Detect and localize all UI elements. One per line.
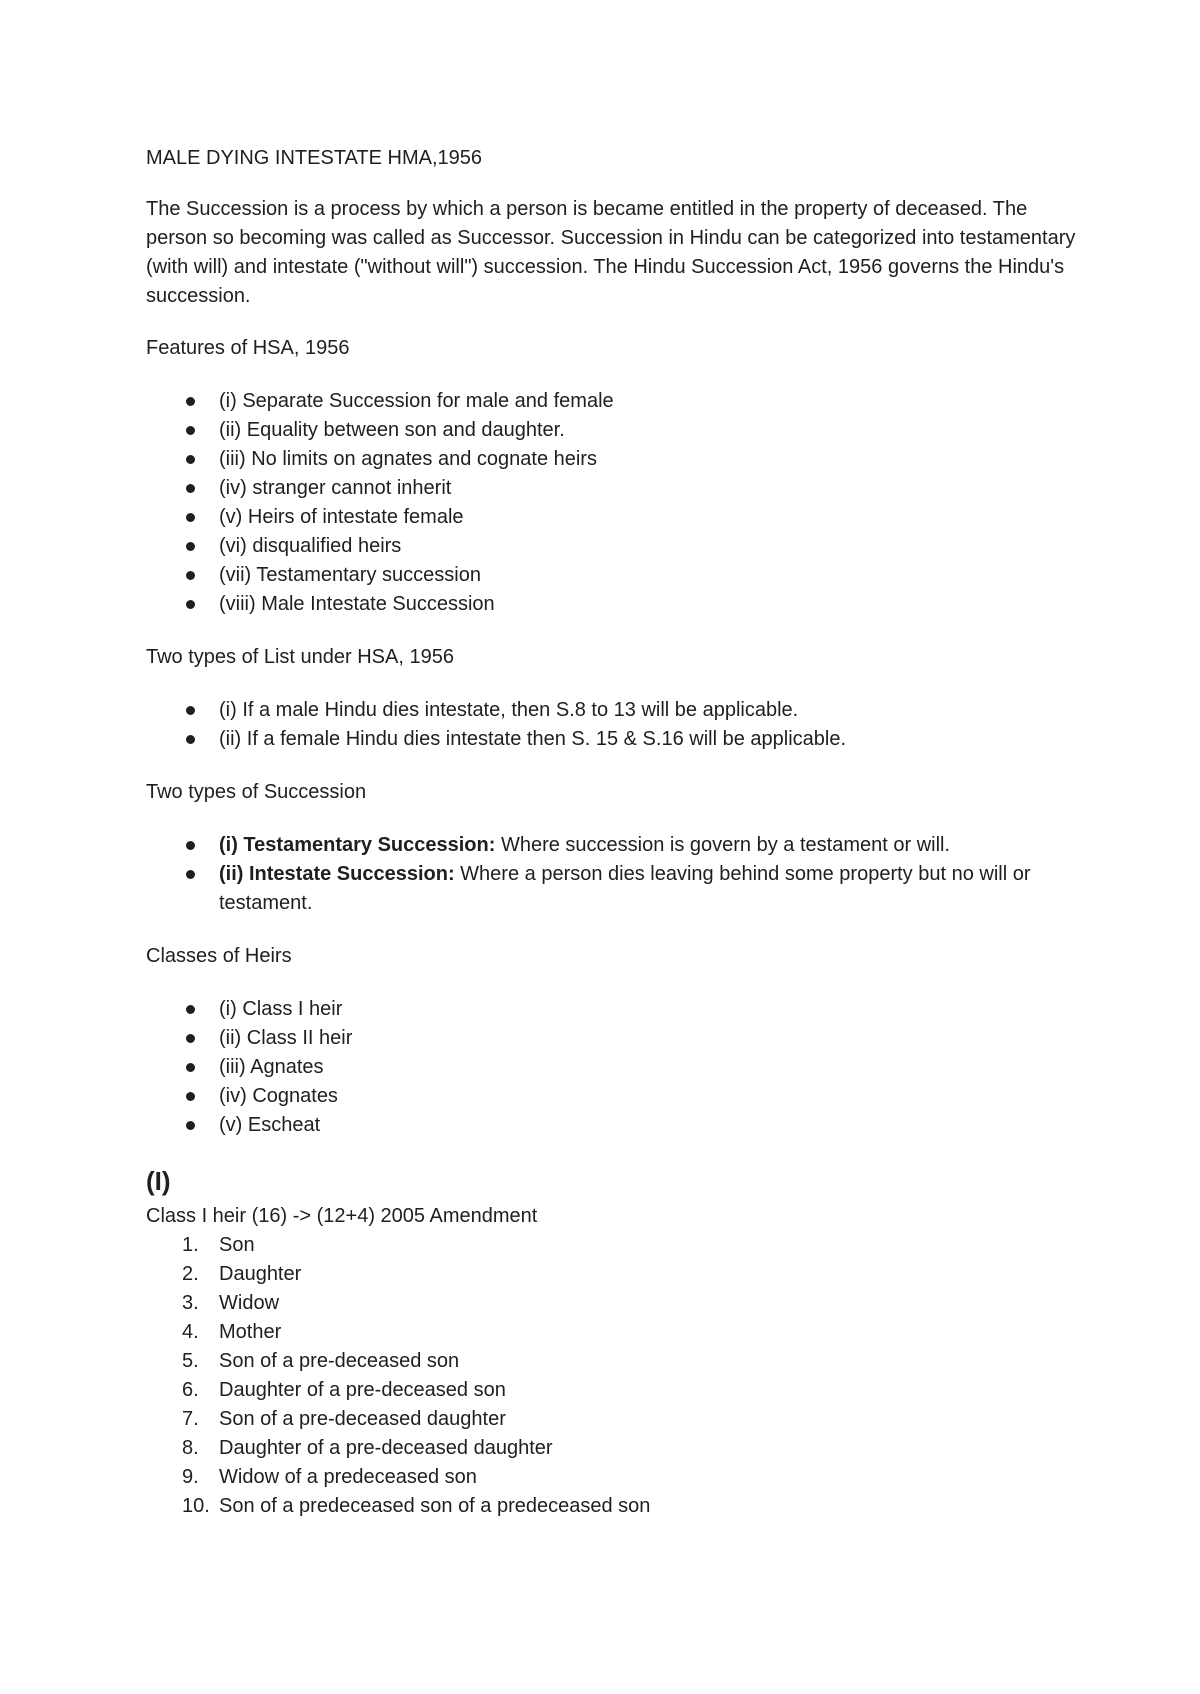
bullet-icon xyxy=(186,706,195,715)
lists-list xyxy=(146,696,1076,754)
list-item xyxy=(146,860,1076,918)
bullet-icon xyxy=(186,513,195,522)
numbered-item xyxy=(146,1463,1076,1492)
list-item-text: (ii) Equality between son and daughter. xyxy=(219,419,565,441)
item-number: 1. xyxy=(182,1234,199,1256)
numbered-item xyxy=(146,1289,1076,1318)
item-number: 3. xyxy=(182,1292,199,1314)
bullet-icon xyxy=(186,397,195,406)
numbered-item xyxy=(146,1231,1076,1260)
item-text: Daughter xyxy=(219,1263,302,1285)
list-item xyxy=(146,696,1076,725)
list-item-text: (iv) stranger cannot inherit xyxy=(219,477,452,499)
term-label: (i) Testamentary Succession: xyxy=(219,834,496,856)
bullet-icon xyxy=(186,841,195,850)
classes-heading: Classes of Heirs xyxy=(146,945,292,967)
list-item xyxy=(146,474,1076,503)
list-item xyxy=(146,995,1076,1024)
item-number: 6. xyxy=(182,1379,199,1401)
list-item xyxy=(146,590,1076,619)
list-item xyxy=(146,387,1076,416)
list-item-text: (i) Separate Succession for male and female xyxy=(219,390,614,412)
item-text: Widow of a predeceased son xyxy=(219,1466,477,1488)
list-item-text: (v) Heirs of intestate female xyxy=(219,506,464,528)
item-text: Son of a pre-deceased son xyxy=(219,1350,460,1372)
features-list xyxy=(146,387,1076,619)
class-one-heading: (I) xyxy=(146,1166,171,1196)
list-item xyxy=(146,1053,1076,1082)
list-item xyxy=(146,831,1076,860)
list-item xyxy=(146,503,1076,532)
item-text: Son of a pre-deceased daughter xyxy=(219,1408,506,1430)
bullet-icon xyxy=(186,1005,195,1014)
item-text: Daughter of a pre-deceased daughter xyxy=(219,1437,553,1459)
item-number: 9. xyxy=(182,1466,199,1488)
item-number: 5. xyxy=(182,1350,199,1372)
numbered-item xyxy=(146,1492,1076,1521)
bullet-icon xyxy=(186,1092,195,1101)
list-item xyxy=(146,1082,1076,1111)
numbered-item xyxy=(146,1376,1076,1405)
item-text: Mother xyxy=(219,1321,282,1343)
succession-types-list xyxy=(146,831,1076,918)
bullet-icon xyxy=(186,600,195,609)
term-label: (ii) Intestate Succession: xyxy=(219,863,455,885)
list-item-text: (iii) Agnates xyxy=(219,1056,324,1078)
list-item-text: (vii) Testamentary succession xyxy=(219,564,481,586)
bullet-icon xyxy=(186,1121,195,1130)
numbered-item xyxy=(146,1434,1076,1463)
term-description: Where succession is govern by a testament or will. xyxy=(495,834,951,856)
item-number: 7. xyxy=(182,1408,199,1430)
class-one-list xyxy=(146,1231,1076,1521)
bullet-icon xyxy=(186,1034,195,1043)
intro-paragraph: The Succession is a process by which a person is became entitled in the property of deceased. The person so becoming was called as Successor. Succession in Hindu can be categorized into testamentary (with will) and intestate ("without will") succession. The Hindu Succession Act, 1956 governs the Hindu's succession. xyxy=(146,198,1076,307)
list-item-text: (ii) Class II heir xyxy=(219,1027,353,1049)
bullet-icon xyxy=(186,455,195,464)
numbered-item xyxy=(146,1260,1076,1289)
bullet-icon xyxy=(186,542,195,551)
classes-list xyxy=(146,995,1076,1140)
list-item-text: (vi) disqualified heirs xyxy=(219,535,402,557)
list-item-text: (v) Escheat xyxy=(219,1114,321,1136)
bullet-icon xyxy=(186,571,195,580)
lists-heading: Two types of List under HSA, 1956 xyxy=(146,646,454,668)
term-description: Where a person dies leaving behind some property but no will or testament. xyxy=(219,863,1031,914)
list-item-text: (ii) If a female Hindu dies intestate then S. 15 & S.16 will be applicable. xyxy=(219,728,847,750)
list-item xyxy=(146,532,1076,561)
bullet-icon xyxy=(186,1063,195,1072)
bullet-icon xyxy=(186,484,195,493)
list-item-text: (viii) Male Intestate Succession xyxy=(219,593,495,615)
item-text: Daughter of a pre-deceased son xyxy=(219,1379,506,1401)
bullet-icon xyxy=(186,735,195,744)
succession-types-heading: Two types of Succession xyxy=(146,781,367,803)
item-number: 8. xyxy=(182,1437,199,1459)
item-text: Widow xyxy=(219,1292,280,1314)
list-item xyxy=(146,561,1076,590)
numbered-item xyxy=(146,1347,1076,1376)
item-number: 4. xyxy=(182,1321,199,1343)
bullet-icon xyxy=(186,870,195,879)
list-item-text: (i) Class I heir xyxy=(219,998,343,1020)
document-content xyxy=(146,144,1076,1521)
list-item xyxy=(146,1111,1076,1140)
class-one-subheading: Class I heir (16) -> (12+4) 2005 Amendment xyxy=(146,1205,538,1227)
item-number: 2. xyxy=(182,1263,199,1285)
numbered-item xyxy=(146,1318,1076,1347)
item-text: Son xyxy=(219,1234,255,1256)
item-text: Son of a predeceased son of a predeceased son xyxy=(219,1495,651,1517)
list-item xyxy=(146,725,1076,754)
bullet-icon xyxy=(186,426,195,435)
list-item xyxy=(146,416,1076,445)
list-item xyxy=(146,1024,1076,1053)
numbered-item xyxy=(146,1405,1076,1434)
list-item-text: (iv) Cognates xyxy=(219,1085,338,1107)
item-number: 10. xyxy=(182,1495,210,1517)
list-item-text: (i) If a male Hindu dies intestate, then S.8 to 13 will be applicable. xyxy=(219,699,799,721)
features-heading: Features of HSA, 1956 xyxy=(146,337,350,359)
list-item-text: (iii) No limits on agnates and cognate heirs xyxy=(219,448,597,470)
list-item xyxy=(146,445,1076,474)
document-title: MALE DYING INTESTATE HMA,1956 xyxy=(146,147,483,169)
